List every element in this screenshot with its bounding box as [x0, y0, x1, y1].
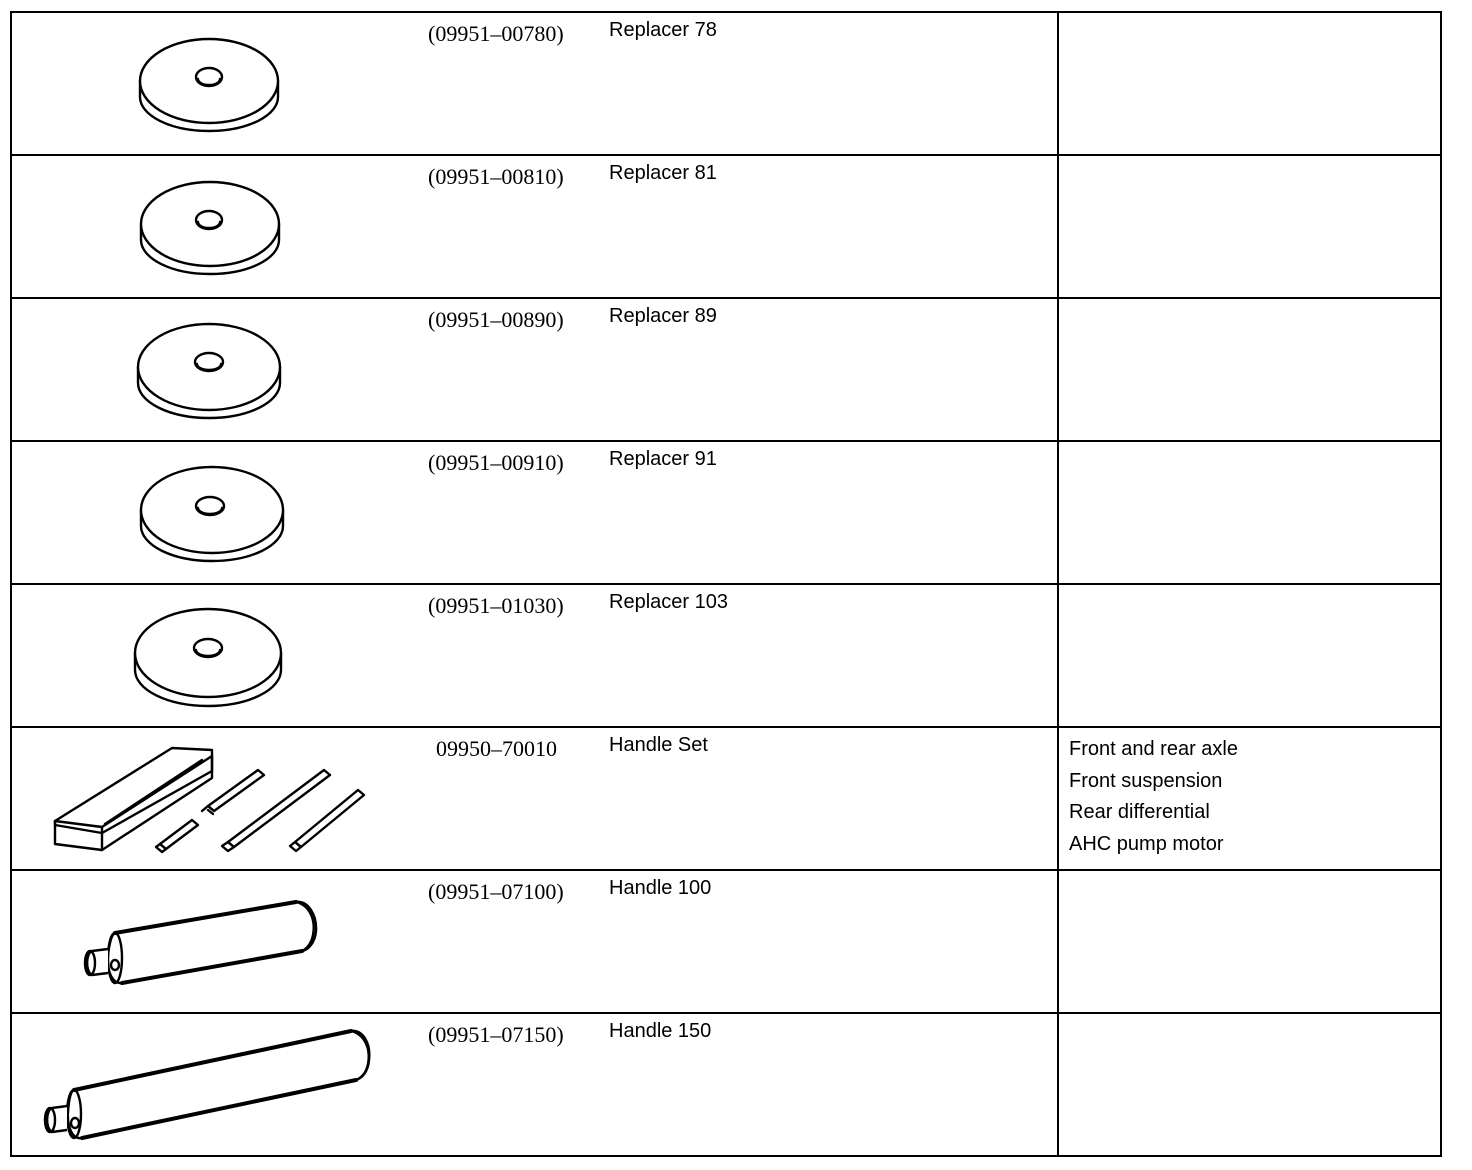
handle-set-case-illustration [12, 728, 412, 869]
tool-name: Handle 150 [609, 1020, 712, 1042]
table-row [11, 441, 1441, 584]
part-number: (09951–00810) [428, 164, 564, 189]
note-cell [1058, 298, 1441, 441]
handle-rod-illustration [12, 1014, 412, 1155]
table-row [11, 584, 1441, 727]
tool-cell [11, 298, 1058, 441]
tool-cell [11, 12, 1058, 155]
note-cell [1058, 727, 1441, 870]
usage-notes [1059, 728, 1440, 860]
usage-note: Front and rear axle [1069, 738, 1238, 760]
note-cell [1058, 1013, 1441, 1156]
part-number: (09951–00890) [428, 307, 564, 332]
tool-cell [11, 1013, 1058, 1156]
tool-name: Handle Set [609, 734, 708, 756]
tool-name: Replacer 91 [609, 448, 717, 470]
special-service-tools-table [10, 11, 1442, 1157]
usage-note: AHC pump motor [1069, 832, 1224, 855]
table-row [11, 870, 1441, 1013]
usage-note: Rear differential [1069, 801, 1210, 823]
tool-name: Replacer 103 [609, 591, 728, 613]
table-row [11, 727, 1441, 870]
note-cell [1058, 584, 1441, 727]
table-row [11, 1013, 1441, 1156]
note-cell [1058, 155, 1441, 298]
tool-name: Replacer 78 [609, 19, 717, 41]
note-cell [1058, 870, 1441, 1013]
note-cell [1058, 12, 1441, 155]
note-cell [1058, 441, 1441, 584]
tool-cell [11, 584, 1058, 727]
tool-cell [11, 441, 1058, 584]
usage-note: Front suspension [1069, 769, 1223, 792]
table-row [11, 155, 1441, 298]
tool-cell [11, 870, 1058, 1013]
replacer-disc-illustration [12, 13, 412, 154]
part-number: (09951–07150) [428, 1022, 564, 1047]
part-number: (09951–07100) [428, 879, 564, 904]
table-row [11, 12, 1441, 155]
table-row [11, 298, 1441, 441]
part-number: (09951–00780) [428, 21, 564, 46]
tool-cell [11, 155, 1058, 298]
part-number: 09950–70010 [436, 736, 557, 761]
replacer-disc-illustration [12, 299, 412, 440]
replacer-disc-illustration [12, 442, 412, 583]
tool-name: Replacer 89 [609, 305, 717, 327]
replacer-disc-illustration [12, 585, 412, 726]
tool-cell [11, 727, 1058, 870]
replacer-disc-illustration [12, 156, 412, 297]
part-number: (09951–01030) [428, 593, 564, 618]
tool-name: Replacer 81 [609, 162, 717, 184]
part-number: (09951–00910) [428, 450, 564, 475]
handle-rod-illustration [12, 871, 412, 1012]
tool-name: Handle 100 [609, 877, 712, 899]
